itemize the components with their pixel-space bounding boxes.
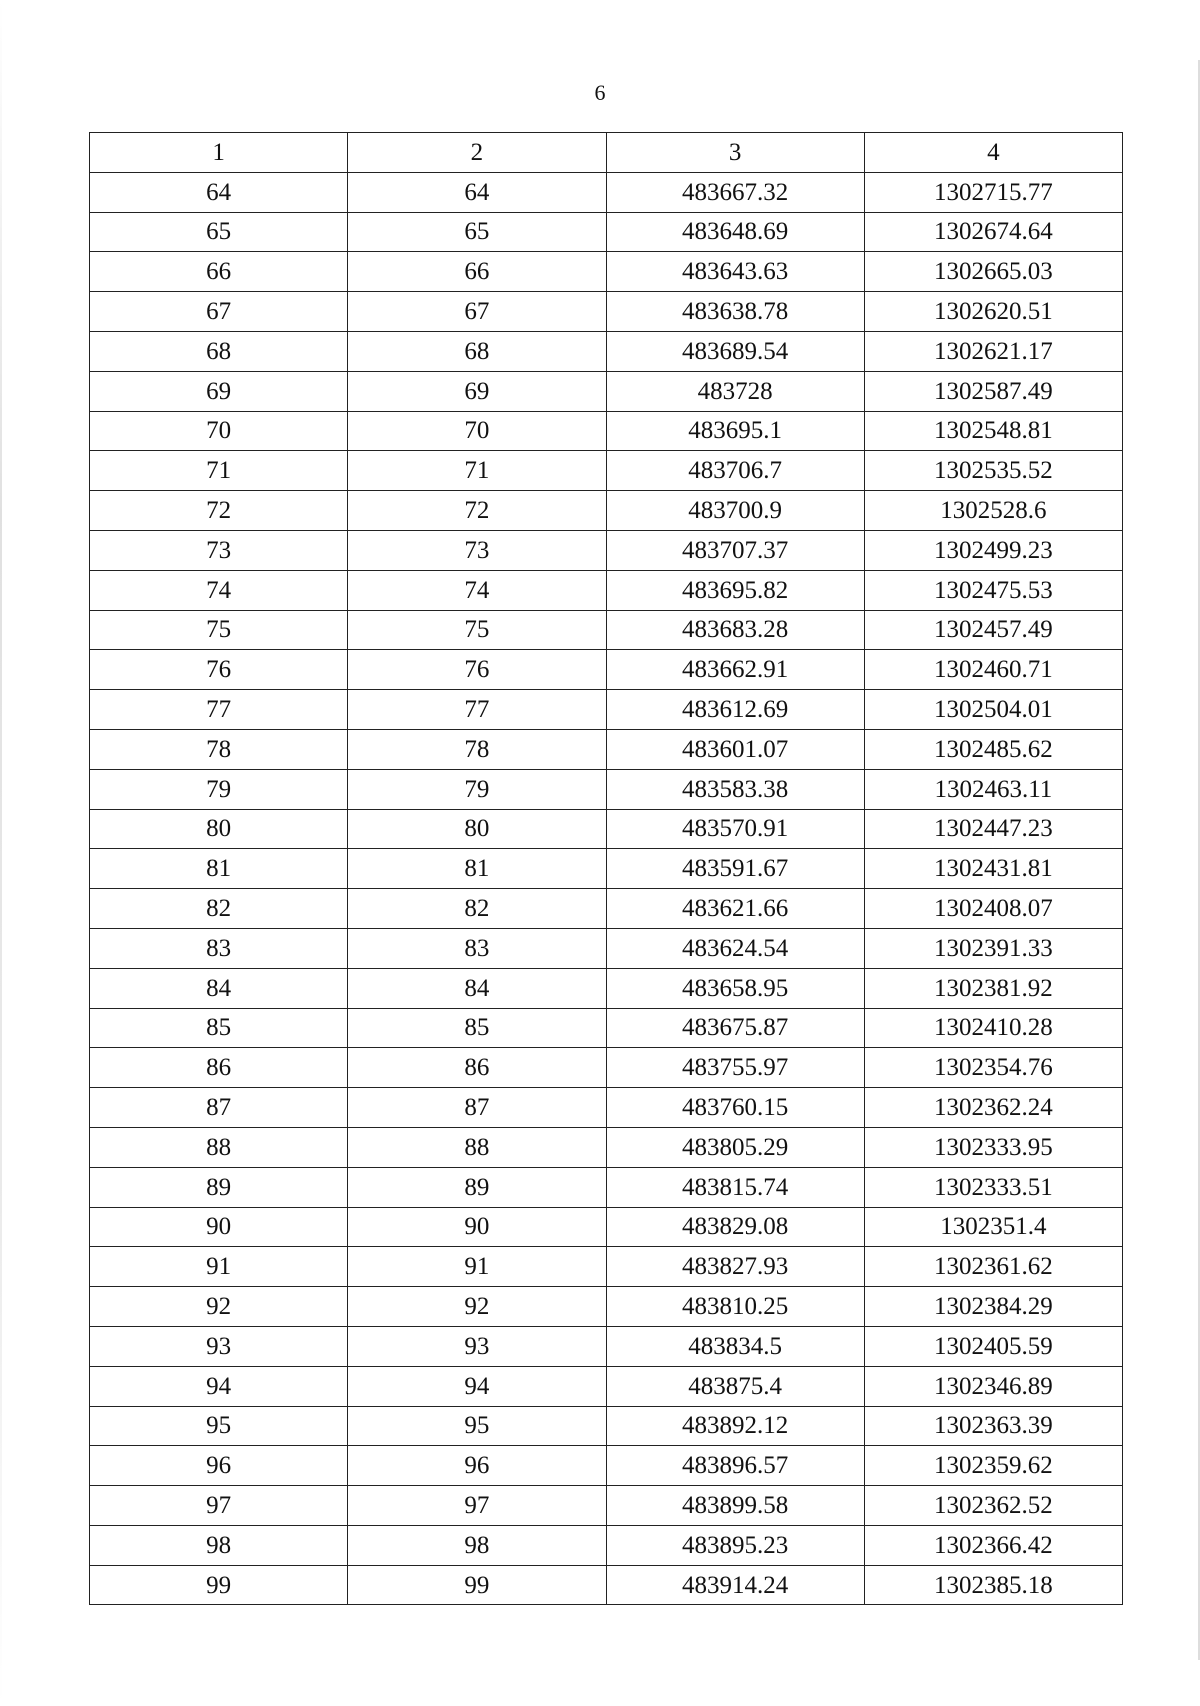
table-cell: 93 (90, 1326, 348, 1366)
table-row (90, 1167, 1123, 1207)
table-cell: 95 (90, 1406, 348, 1446)
table-cell: 65 (90, 212, 348, 252)
table-row (90, 530, 1123, 570)
table-cell: 1302715.77 (864, 172, 1122, 212)
table-row (90, 1048, 1123, 1088)
table-row (90, 411, 1123, 451)
table-cell: 87 (348, 1088, 606, 1128)
table-cell: 80 (90, 809, 348, 849)
table-row (90, 1486, 1123, 1526)
table-cell: 483624.54 (606, 928, 864, 968)
table-cell: 1302381.92 (864, 968, 1122, 1008)
table-cell: 81 (90, 849, 348, 889)
table-cell: 1302362.52 (864, 1486, 1122, 1526)
table-cell: 1302665.03 (864, 252, 1122, 292)
table-row (90, 1525, 1123, 1565)
table-cell: 82 (90, 889, 348, 929)
table-cell: 85 (90, 1008, 348, 1048)
page-number: 6 (594, 80, 606, 105)
table-row (90, 252, 1123, 292)
table-cell: 1302363.39 (864, 1406, 1122, 1446)
table-cell: 483755.97 (606, 1048, 864, 1088)
table-cell: 483648.69 (606, 212, 864, 252)
table-cell: 84 (90, 968, 348, 1008)
table-cell: 483706.7 (606, 451, 864, 491)
table-cell: 483707.37 (606, 530, 864, 570)
table-cell: 483667.32 (606, 172, 864, 212)
scan-edge-left (0, 0, 2, 1706)
table-cell: 65 (348, 212, 606, 252)
table-row (90, 331, 1123, 371)
table-cell: 483662.91 (606, 650, 864, 690)
table-cell: 483829.08 (606, 1207, 864, 1247)
table-cell: 67 (90, 292, 348, 332)
table-cell: 71 (90, 451, 348, 491)
table-cell: 97 (348, 1486, 606, 1526)
table-cell: 78 (348, 729, 606, 769)
table-cell: 483621.66 (606, 889, 864, 929)
table-cell: 1302460.71 (864, 650, 1122, 690)
table-cell: 93 (348, 1326, 606, 1366)
table-cell: 73 (348, 530, 606, 570)
table-row (90, 1008, 1123, 1048)
table-cell: 99 (348, 1565, 606, 1605)
table-cell: 89 (90, 1167, 348, 1207)
table-row (90, 1247, 1123, 1287)
table-cell: 1302333.95 (864, 1127, 1122, 1167)
table-cell: 1302674.64 (864, 212, 1122, 252)
table-cell: 88 (90, 1127, 348, 1167)
table-cell: 1302354.76 (864, 1048, 1122, 1088)
table-cell: 92 (90, 1287, 348, 1327)
table-cell: 80 (348, 809, 606, 849)
table-cell: 1302384.29 (864, 1287, 1122, 1327)
table-cell: 94 (90, 1366, 348, 1406)
table-cell: 67 (348, 292, 606, 332)
table-cell: 74 (348, 570, 606, 610)
table-row (90, 968, 1123, 1008)
table-cell: 483892.12 (606, 1406, 864, 1446)
table-cell: 1302333.51 (864, 1167, 1122, 1207)
table-cell: 84 (348, 968, 606, 1008)
table-row (90, 1326, 1123, 1366)
column-header: 4 (864, 133, 1122, 173)
table-cell: 71 (348, 451, 606, 491)
table-cell: 73 (90, 530, 348, 570)
table-cell: 75 (90, 610, 348, 650)
table-cell: 1302391.33 (864, 928, 1122, 968)
table-cell: 1302621.17 (864, 331, 1122, 371)
table-row (90, 1366, 1123, 1406)
table-cell: 72 (90, 491, 348, 531)
table-cell: 483810.25 (606, 1287, 864, 1327)
table-row (90, 928, 1123, 968)
table-cell: 483601.07 (606, 729, 864, 769)
table-cell: 72 (348, 491, 606, 531)
table-row (90, 769, 1123, 809)
coordinates-table-container (89, 132, 1123, 1605)
table-cell: 1302535.52 (864, 451, 1122, 491)
table-cell: 483638.78 (606, 292, 864, 332)
column-header: 3 (606, 133, 864, 173)
table-cell: 1302620.51 (864, 292, 1122, 332)
table-cell: 483612.69 (606, 690, 864, 730)
table-cell: 1302385.18 (864, 1565, 1122, 1605)
table-cell: 77 (348, 690, 606, 730)
table-cell: 64 (90, 172, 348, 212)
table-cell: 91 (348, 1247, 606, 1287)
table-cell: 1302366.42 (864, 1525, 1122, 1565)
table-cell: 95 (348, 1406, 606, 1446)
table-cell: 88 (348, 1127, 606, 1167)
table-cell: 1302359.62 (864, 1446, 1122, 1486)
table-row (90, 729, 1123, 769)
table-cell: 483815.74 (606, 1167, 864, 1207)
coordinates-table (89, 132, 1123, 1605)
table-cell: 97 (90, 1486, 348, 1526)
table-cell: 483583.38 (606, 769, 864, 809)
table-cell: 86 (348, 1048, 606, 1088)
table-cell: 1302548.81 (864, 411, 1122, 451)
table-cell: 1302410.28 (864, 1008, 1122, 1048)
table-row (90, 690, 1123, 730)
table-cell: 1302485.62 (864, 729, 1122, 769)
table-cell: 483689.54 (606, 331, 864, 371)
table-cell: 1302362.24 (864, 1088, 1122, 1128)
table-cell: 483683.28 (606, 610, 864, 650)
table-cell: 483914.24 (606, 1565, 864, 1605)
table-cell: 1302457.49 (864, 610, 1122, 650)
table-cell: 79 (90, 769, 348, 809)
table-row (90, 491, 1123, 531)
table-row (90, 1088, 1123, 1128)
table-row (90, 1565, 1123, 1605)
table-cell: 1302346.89 (864, 1366, 1122, 1406)
table-row (90, 292, 1123, 332)
table-cell: 1302463.11 (864, 769, 1122, 809)
table-row (90, 1446, 1123, 1486)
column-header: 2 (348, 133, 606, 173)
table-cell: 483695.82 (606, 570, 864, 610)
table-row (90, 650, 1123, 690)
table-cell: 92 (348, 1287, 606, 1327)
table-cell: 483827.93 (606, 1247, 864, 1287)
table-cell: 483899.58 (606, 1486, 864, 1526)
column-header: 1 (90, 133, 348, 173)
table-cell: 1302408.07 (864, 889, 1122, 929)
table-cell: 94 (348, 1366, 606, 1406)
table-cell: 83 (90, 928, 348, 968)
table-cell: 483760.15 (606, 1088, 864, 1128)
table-cell: 1302405.59 (864, 1326, 1122, 1366)
table-row (90, 451, 1123, 491)
table-cell: 69 (348, 371, 606, 411)
table-row (90, 849, 1123, 889)
table-cell: 483834.5 (606, 1326, 864, 1366)
table-cell: 483643.63 (606, 252, 864, 292)
table-row (90, 371, 1123, 411)
table-cell: 96 (348, 1446, 606, 1486)
table-row (90, 172, 1123, 212)
table-cell: 76 (90, 650, 348, 690)
table-cell: 74 (90, 570, 348, 610)
table-cell: 86 (90, 1048, 348, 1088)
table-cell: 81 (348, 849, 606, 889)
table-cell: 79 (348, 769, 606, 809)
table-header-row (90, 133, 1123, 173)
table-row (90, 610, 1123, 650)
table-cell: 1302475.53 (864, 570, 1122, 610)
table-cell: 76 (348, 650, 606, 690)
table-cell: 1302504.01 (864, 690, 1122, 730)
table-row (90, 1207, 1123, 1247)
table-cell: 89 (348, 1167, 606, 1207)
table-cell: 82 (348, 889, 606, 929)
table-cell: 1302587.49 (864, 371, 1122, 411)
table-cell: 483695.1 (606, 411, 864, 451)
table-cell: 91 (90, 1247, 348, 1287)
table-row (90, 1287, 1123, 1327)
table-cell: 70 (348, 411, 606, 451)
table-cell: 483805.29 (606, 1127, 864, 1167)
table-cell: 483570.91 (606, 809, 864, 849)
table-cell: 483728 (606, 371, 864, 411)
table-cell: 64 (348, 172, 606, 212)
table-row (90, 889, 1123, 929)
table-cell: 90 (348, 1207, 606, 1247)
table-cell: 70 (90, 411, 348, 451)
table-cell: 98 (348, 1525, 606, 1565)
table-cell: 483700.9 (606, 491, 864, 531)
table-cell: 66 (348, 252, 606, 292)
table-row (90, 809, 1123, 849)
table-cell: 483896.57 (606, 1446, 864, 1486)
table-cell: 1302431.81 (864, 849, 1122, 889)
table-cell: 90 (90, 1207, 348, 1247)
table-cell: 1302351.4 (864, 1207, 1122, 1247)
table-cell: 69 (90, 371, 348, 411)
table-cell: 483895.23 (606, 1525, 864, 1565)
table-cell: 75 (348, 610, 606, 650)
table-cell: 78 (90, 729, 348, 769)
table-row (90, 1406, 1123, 1446)
table-cell: 83 (348, 928, 606, 968)
table-cell: 68 (90, 331, 348, 371)
table-cell: 483875.4 (606, 1366, 864, 1406)
table-cell: 87 (90, 1088, 348, 1128)
table-cell: 66 (90, 252, 348, 292)
table-cell: 483675.87 (606, 1008, 864, 1048)
table-cell: 68 (348, 331, 606, 371)
table-cell: 96 (90, 1446, 348, 1486)
table-cell: 77 (90, 690, 348, 730)
table-cell: 98 (90, 1525, 348, 1565)
table-row (90, 212, 1123, 252)
table-cell: 1302447.23 (864, 809, 1122, 849)
table-cell: 483591.67 (606, 849, 864, 889)
table-cell: 1302499.23 (864, 530, 1122, 570)
table-body (90, 172, 1123, 1605)
table-row (90, 570, 1123, 610)
table-cell: 483658.95 (606, 968, 864, 1008)
table-cell: 1302528.6 (864, 491, 1122, 531)
table-cell: 99 (90, 1565, 348, 1605)
table-cell: 85 (348, 1008, 606, 1048)
table-row (90, 1127, 1123, 1167)
table-cell: 1302361.62 (864, 1247, 1122, 1287)
